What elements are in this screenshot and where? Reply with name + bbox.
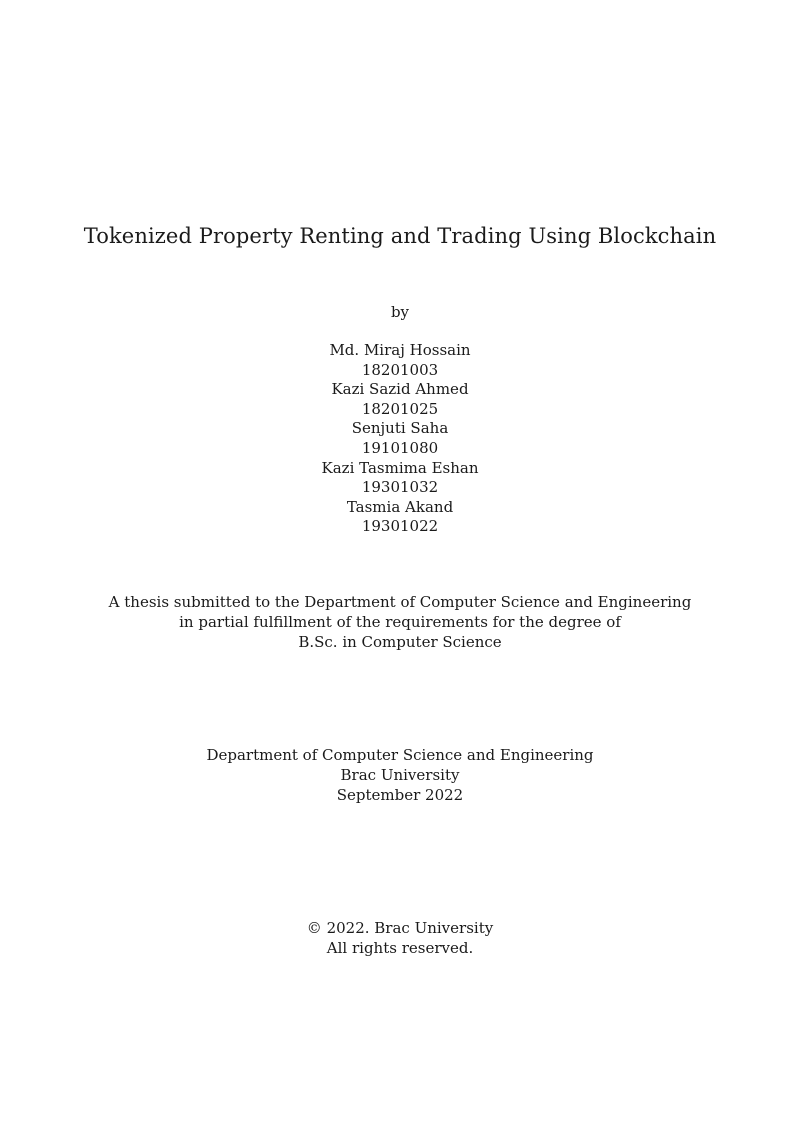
author-id: 18201025 bbox=[361, 399, 439, 418]
author-id: 19101080 bbox=[361, 438, 439, 457]
author-id: 18201003 bbox=[361, 360, 439, 379]
by-label: by bbox=[390, 303, 410, 321]
submission-line: A thesis submitted to the Department of Computer Science and Engineering bbox=[108, 593, 692, 611]
author-list bbox=[0, 341, 800, 537]
thesis-title: Tokenized Property Renting and Trading Using Blockchain bbox=[83, 224, 717, 248]
author-name: Kazi Sazid Ahmed bbox=[331, 380, 469, 399]
author-name: Kazi Tasmima Eshan bbox=[321, 458, 479, 477]
department-name: Department of Computer Science and Engineering bbox=[206, 746, 594, 764]
institution-block bbox=[0, 745, 800, 805]
author-name: Senjuti Saha bbox=[351, 419, 449, 438]
submission-statement bbox=[0, 592, 800, 652]
rights-reserved: All rights reserved. bbox=[326, 939, 474, 957]
copyright-block bbox=[0, 918, 800, 958]
degree-line: B.Sc. in Computer Science bbox=[298, 633, 502, 651]
author-name: Md. Miraj Hossain bbox=[329, 341, 471, 359]
university-name: Brac University bbox=[340, 766, 460, 784]
submission-line: in partial fulfillment of the requirements for the degree of bbox=[179, 613, 621, 631]
copyright-notice: © 2022. Brac University bbox=[306, 919, 494, 937]
author-id: 19301022 bbox=[361, 517, 439, 536]
author-name: Tasmia Akand bbox=[346, 497, 454, 516]
author-id: 19301032 bbox=[361, 478, 439, 497]
submission-date: September 2022 bbox=[336, 786, 464, 804]
